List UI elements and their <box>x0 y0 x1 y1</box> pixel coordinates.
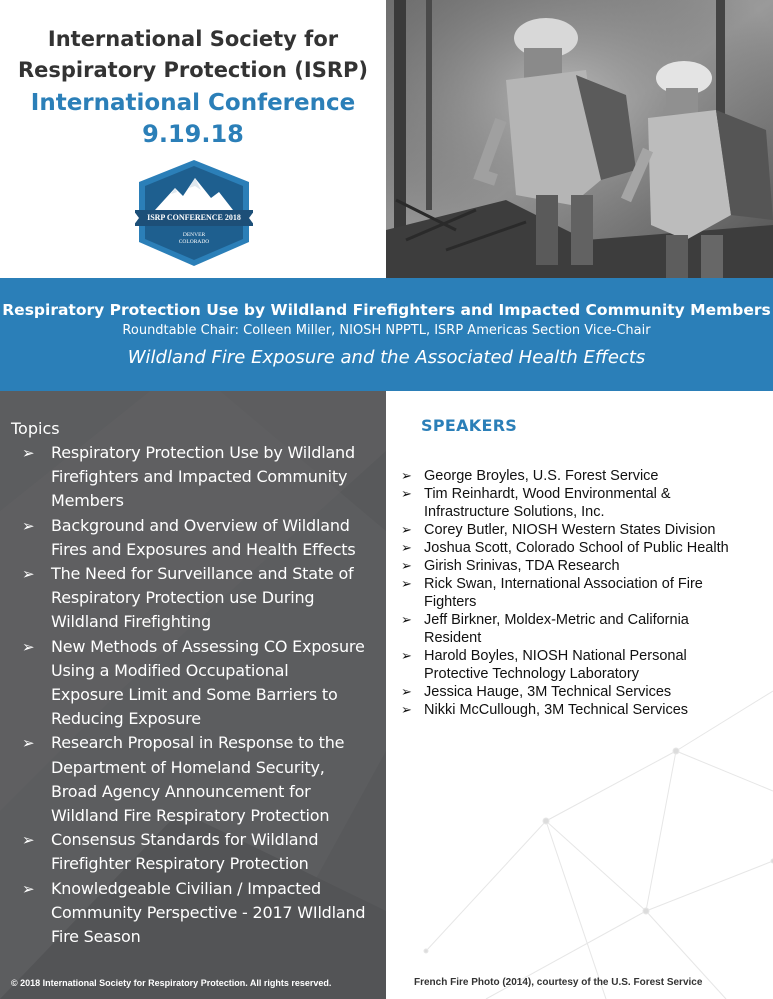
speaker-line: Jeff Birkner, Moldex-Metric and California <box>424 612 689 628</box>
arrow-bullet-icon: ➢ <box>22 444 35 462</box>
topic-line: Using a Modified Occupational <box>51 660 289 680</box>
arrow-bullet-icon: ➢ <box>401 522 412 537</box>
arrow-bullet-icon: ➢ <box>22 734 35 753</box>
speaker-line: George Broyles, U.S. Forest Service <box>424 468 659 484</box>
speakers-list <box>399 467 769 719</box>
speaker-line: Fighters <box>424 594 477 610</box>
header-title-block <box>0 0 386 278</box>
arrow-bullet-icon: ➢ <box>22 516 35 535</box>
topic-line: Research Proposal in Response to the <box>51 733 345 753</box>
session-subtitle: Wildland Fire Exposure and the Associated Health Effects <box>127 347 646 368</box>
arrow-bullet-icon: ➢ <box>401 684 412 699</box>
topic-line: Broad Agency Announcement for <box>51 781 311 801</box>
topic-item <box>22 731 384 828</box>
copyright-notice: © 2018 International Society for Respiratory Protection. All rights reserved. <box>11 978 332 988</box>
org-title-line-1: International Society for <box>47 27 339 51</box>
photo-credit: French Fire Photo (2014), courtesy of the U.S. Forest Service <box>414 977 703 988</box>
topic-line: Respiratory Protection use During <box>51 588 315 608</box>
speaker-line: Tim Reinhardt, Wood Environmental & <box>424 486 671 502</box>
session-title: Respiratory Protection Use by Wildland Firefighters and Impacted Community Members <box>2 301 771 319</box>
topic-line: Background and Overview of Wildland <box>51 515 350 535</box>
arrow-bullet-icon: ➢ <box>401 540 412 555</box>
roundtable-chair: Roundtable Chair: Colleen Miller, NIOSH NPPTL, ISRP Americas Section Vice-Chair <box>122 323 651 338</box>
speaker-line: Jessica Hauge, 3M Technical Services <box>424 684 672 700</box>
topic-line: The Need for Surveillance and State of <box>51 564 354 584</box>
conference-logo <box>135 158 253 268</box>
topic-line: Firefighter Respiratory Protection <box>51 854 309 874</box>
speaker-item <box>399 701 769 719</box>
speaker-line: Joshua Scott, Colorado School of Public Health <box>424 540 729 556</box>
arrow-bullet-icon: ➢ <box>22 565 35 584</box>
firefighters-photo <box>386 0 773 278</box>
topic-line: Exposure Limit and Some Barriers to <box>51 685 338 705</box>
speaker-item <box>399 539 769 557</box>
topic-item <box>22 562 384 635</box>
topic-line: Wildland Fire Respiratory Protection <box>51 806 330 826</box>
arrow-bullet-icon: ➢ <box>401 576 412 591</box>
topics-heading: Topics <box>11 419 60 438</box>
speaker-line: Girish Srinivas, TDA Research <box>424 558 620 574</box>
topic-line: Fires and Exposures and Health Effects <box>51 539 356 559</box>
arrow-bullet-icon: ➢ <box>401 558 412 573</box>
speaker-item <box>399 647 769 683</box>
logo-banner-text: ISRP CONFERENCE 2018 <box>147 213 241 222</box>
speakers-panel <box>386 391 773 999</box>
topics-list <box>22 441 384 949</box>
topic-item <box>22 441 384 514</box>
topic-line: Members <box>51 491 124 511</box>
speaker-line: Infrastructure Solutions, Inc. <box>424 504 605 520</box>
topic-line: Fire Season <box>51 927 141 947</box>
topic-line: Wildland Firefighting <box>51 612 211 632</box>
org-title-line-2: Respiratory Protection (ISRP) <box>17 58 369 82</box>
arrow-bullet-icon: ➢ <box>401 612 412 627</box>
arrow-bullet-icon: ➢ <box>401 468 412 483</box>
topic-line: New Methods of Assessing CO Exposure <box>51 636 365 656</box>
speaker-item <box>399 485 769 521</box>
topic-line: Reducing Exposure <box>51 709 201 729</box>
topic-line: Consensus Standards for Wildland <box>51 830 319 850</box>
speaker-item <box>399 611 769 647</box>
arrow-bullet-icon: ➢ <box>401 648 412 663</box>
speaker-line: Protective Technology Laboratory <box>424 666 639 682</box>
topic-item <box>22 828 384 876</box>
topic-item <box>22 514 384 562</box>
speaker-line: Harold Boyles, NIOSH National Personal <box>424 648 687 664</box>
topic-line: Knowledgeable Civilian / Impacted <box>51 878 321 898</box>
logo-city-line-2: COLORADO <box>178 239 210 245</box>
topic-line: Community Perspective - 2017 WIldland <box>51 902 366 922</box>
speaker-item <box>399 521 769 539</box>
topic-line: Respiratory Protection Use by Wildland <box>51 443 355 462</box>
topic-line: Department of Homeland Security, <box>51 757 325 777</box>
speaker-item <box>399 683 769 701</box>
conference-date: 9.19.18 <box>142 120 244 148</box>
logo-location <box>135 232 253 246</box>
speaker-item <box>399 557 769 575</box>
arrow-bullet-icon: ➢ <box>401 486 412 501</box>
topics-panel <box>0 391 386 999</box>
topic-item <box>22 635 384 732</box>
conference-title: International Conference <box>30 90 356 116</box>
arrow-bullet-icon: ➢ <box>22 637 35 656</box>
arrow-bullet-icon: ➢ <box>22 831 35 850</box>
speaker-item <box>399 467 769 485</box>
speaker-line: Rick Swan, International Association of Fire <box>424 576 703 592</box>
arrow-bullet-icon: ➢ <box>22 879 35 898</box>
speakers-heading: SPEAKERS <box>421 416 518 435</box>
firefighters-photo-image <box>386 0 773 278</box>
logo-city-line-1: DENVER <box>182 232 206 238</box>
session-banner <box>0 278 773 391</box>
speaker-item <box>399 575 769 611</box>
topic-item <box>22 877 384 950</box>
organization-title <box>0 24 386 86</box>
arrow-bullet-icon: ➢ <box>401 702 412 717</box>
speaker-line: Resident <box>424 630 482 646</box>
speaker-line: Corey Butler, NIOSH Western States Division <box>424 522 716 538</box>
speaker-line: Nikki McCullough, 3M Technical Services <box>424 702 689 718</box>
topic-line: Firefighters and Impacted Community <box>51 467 348 487</box>
